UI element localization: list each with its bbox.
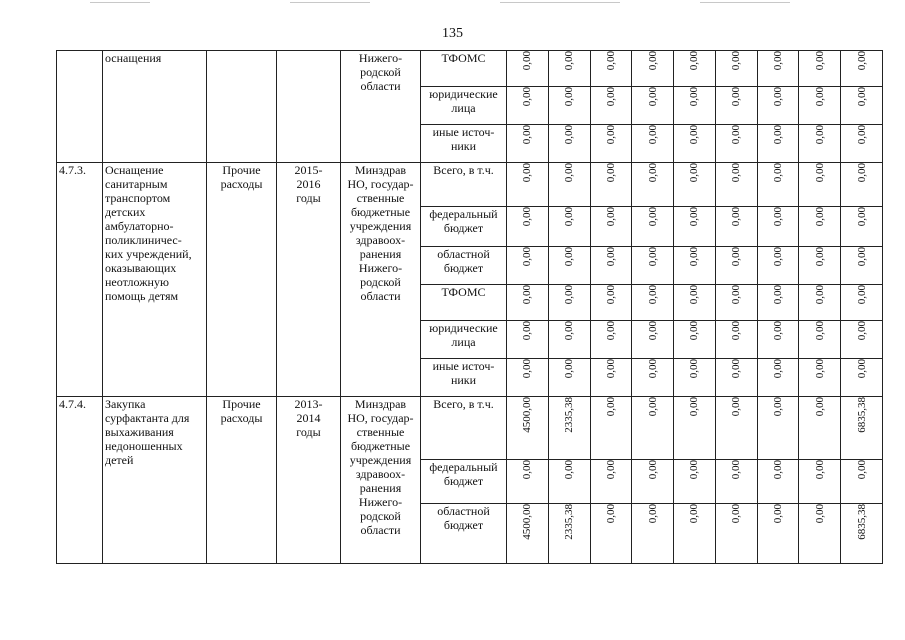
- amount-cell: [507, 285, 549, 321]
- amount-cell: [799, 207, 841, 247]
- amount-value: 0,00: [813, 247, 826, 267]
- amount-value: 0,00: [771, 460, 784, 480]
- amount-cell: [590, 321, 632, 359]
- amount-cell: [799, 504, 841, 564]
- amount-cell: [548, 321, 590, 359]
- amount-value: 0,00: [771, 504, 784, 524]
- amount-value: 0,00: [730, 397, 743, 417]
- amount-cell: [507, 321, 549, 359]
- amount-value: 0,00: [604, 207, 617, 227]
- amount-value: 0,00: [604, 285, 617, 305]
- amount-value: 0,00: [688, 51, 701, 71]
- amount-cell: [799, 397, 841, 460]
- amount-cell: [674, 359, 716, 397]
- amount-value: 2335,38: [563, 397, 576, 433]
- amount-value: 0,00: [563, 285, 576, 305]
- amount-value: 0,00: [771, 397, 784, 417]
- amount-cell: [715, 207, 757, 247]
- amount-cell: [507, 51, 549, 87]
- amount-value: 0,00: [604, 397, 617, 417]
- amount-cell: [548, 460, 590, 504]
- amount-value: 0,00: [813, 359, 826, 379]
- amount-cell: [715, 125, 757, 163]
- amount-value: 0,00: [563, 247, 576, 267]
- amount-cell: [674, 285, 716, 321]
- amount-value: 0,00: [646, 397, 659, 417]
- amount-cell: [715, 285, 757, 321]
- amount-cell: [757, 460, 799, 504]
- amount-cell: [757, 125, 799, 163]
- amount-value: 0,00: [855, 125, 868, 145]
- amount-cell: [632, 87, 674, 125]
- amount-cell: [715, 51, 757, 87]
- amount-cell: [715, 460, 757, 504]
- amount-value: 0,00: [563, 163, 576, 183]
- amount-value: 2335,38: [563, 504, 576, 540]
- amount-cell: [548, 125, 590, 163]
- amount-value: 0,00: [688, 87, 701, 107]
- amount-cell: [674, 163, 716, 207]
- amount-value: 0,00: [604, 460, 617, 480]
- amount-cell: [674, 247, 716, 285]
- amount-cell: [757, 87, 799, 125]
- amount-value: 0,00: [855, 359, 868, 379]
- amount-cell: [715, 87, 757, 125]
- amount-value: 0,00: [855, 247, 868, 267]
- amount-value: 0,00: [646, 359, 659, 379]
- executor-cell: Минздрав НО, государ- ственные бюджетные учреждения здравоох- ранения Нижего- родской области: [341, 163, 421, 397]
- amount-value: 0,00: [730, 51, 743, 71]
- amount-value: 0,00: [521, 247, 534, 267]
- amount-cell: [590, 285, 632, 321]
- amount-cell: [841, 460, 883, 504]
- amount-value: 0,00: [646, 460, 659, 480]
- amount-cell: [507, 359, 549, 397]
- amount-value: 6835,38: [855, 397, 868, 433]
- amount-cell: [632, 504, 674, 564]
- amount-value: 0,00: [688, 321, 701, 341]
- amount-cell: [590, 163, 632, 207]
- executor-cell: Минздрав НО, государ- ственные бюджетные учреждения здравоох- ранения Нижего- родской области: [341, 397, 421, 564]
- amount-value: 0,00: [521, 125, 534, 145]
- amount-cell: [674, 397, 716, 460]
- amount-value: 0,00: [813, 207, 826, 227]
- amount-cell: [715, 504, 757, 564]
- funding-source-cell: областной бюджет: [421, 247, 507, 285]
- amount-value: 0,00: [521, 51, 534, 71]
- amount-cell: [632, 163, 674, 207]
- table-row: [57, 51, 883, 87]
- amount-cell: [590, 359, 632, 397]
- amount-value: 4500,00: [521, 504, 534, 540]
- amount-cell: [590, 504, 632, 564]
- amount-value: 0,00: [688, 397, 701, 417]
- expense-type-cell: [207, 51, 277, 163]
- amount-value: 4500,00: [521, 397, 534, 433]
- table-row: [57, 163, 883, 207]
- amount-value: 0,00: [563, 359, 576, 379]
- amount-cell: [841, 163, 883, 207]
- amount-value: 0,00: [813, 163, 826, 183]
- years-cell: 2013- 2014 годы: [277, 397, 341, 564]
- amount-value: 0,00: [855, 87, 868, 107]
- amount-cell: [757, 285, 799, 321]
- expense-type-cell: Прочие расходы: [207, 163, 277, 397]
- amount-value: 0,00: [604, 87, 617, 107]
- amount-value: 0,00: [813, 504, 826, 524]
- funding-source-cell: иные источ- ники: [421, 125, 507, 163]
- amount-cell: [841, 504, 883, 564]
- amount-cell: [841, 321, 883, 359]
- amount-cell: [715, 321, 757, 359]
- amount-value: 0,00: [813, 51, 826, 71]
- funding-source-cell: юридические лица: [421, 321, 507, 359]
- amount-value: 0,00: [563, 87, 576, 107]
- amount-cell: [674, 87, 716, 125]
- item-number-cell: 4.7.3.: [57, 163, 103, 397]
- amount-value: 0,00: [563, 51, 576, 71]
- amount-value: 0,00: [688, 163, 701, 183]
- executor-cell: Нижего- родской области: [341, 51, 421, 163]
- amount-cell: [632, 397, 674, 460]
- amount-cell: [757, 321, 799, 359]
- amount-value: 0,00: [730, 359, 743, 379]
- years-cell: [277, 51, 341, 163]
- amount-value: 0,00: [563, 460, 576, 480]
- amount-cell: [799, 460, 841, 504]
- amount-cell: [674, 207, 716, 247]
- item-number-cell: [57, 51, 103, 163]
- amount-cell: [507, 247, 549, 285]
- amount-value: 0,00: [730, 285, 743, 305]
- amount-cell: [715, 163, 757, 207]
- funding-source-cell: ТФОМС: [421, 51, 507, 87]
- amount-value: 0,00: [604, 359, 617, 379]
- amount-value: 0,00: [730, 460, 743, 480]
- funding-source-cell: Всего, в т.ч.: [421, 163, 507, 207]
- amount-cell: [632, 359, 674, 397]
- amount-value: 0,00: [771, 247, 784, 267]
- amount-cell: [799, 125, 841, 163]
- amount-cell: [632, 460, 674, 504]
- scan-artifact-line: [90, 2, 150, 3]
- amount-value: 0,00: [521, 207, 534, 227]
- amount-cell: [799, 247, 841, 285]
- amount-cell: [632, 125, 674, 163]
- amount-value: 0,00: [646, 207, 659, 227]
- amount-value: 0,00: [771, 359, 784, 379]
- amount-value: 0,00: [688, 125, 701, 145]
- amount-cell: [799, 87, 841, 125]
- amount-cell: [548, 504, 590, 564]
- amount-cell: [507, 87, 549, 125]
- amount-value: 0,00: [730, 87, 743, 107]
- amount-cell: [590, 207, 632, 247]
- amount-value: 0,00: [563, 125, 576, 145]
- amount-cell: [590, 460, 632, 504]
- amount-cell: [590, 397, 632, 460]
- amount-value: 0,00: [563, 207, 576, 227]
- scan-artifact-line: [290, 2, 370, 3]
- amount-cell: [507, 460, 549, 504]
- amount-value: 0,00: [771, 125, 784, 145]
- amount-cell: [590, 247, 632, 285]
- funding-source-cell: областной бюджет: [421, 504, 507, 564]
- amount-value: 0,00: [813, 460, 826, 480]
- amount-cell: [507, 397, 549, 460]
- amount-value: 6835,38: [855, 504, 868, 540]
- amount-cell: [632, 51, 674, 87]
- amount-value: 0,00: [646, 51, 659, 71]
- scan-artifact-line: [700, 2, 790, 3]
- amount-value: 0,00: [813, 321, 826, 341]
- amount-value: 0,00: [646, 504, 659, 524]
- amount-cell: [841, 125, 883, 163]
- amount-cell: [590, 51, 632, 87]
- amount-value: 0,00: [688, 504, 701, 524]
- funding-source-cell: иные источ- ники: [421, 359, 507, 397]
- amount-value: 0,00: [688, 247, 701, 267]
- amount-value: 0,00: [730, 207, 743, 227]
- amount-cell: [674, 460, 716, 504]
- amount-value: 0,00: [646, 285, 659, 305]
- amount-value: 0,00: [813, 87, 826, 107]
- amount-cell: [632, 285, 674, 321]
- amount-cell: [548, 359, 590, 397]
- amount-value: 0,00: [521, 359, 534, 379]
- amount-cell: [548, 207, 590, 247]
- amount-cell: [507, 125, 549, 163]
- amount-value: 0,00: [730, 504, 743, 524]
- amount-value: 0,00: [646, 87, 659, 107]
- expense-type-cell: Прочие расходы: [207, 397, 277, 564]
- amount-cell: [799, 51, 841, 87]
- amount-value: 0,00: [521, 321, 534, 341]
- amount-value: 0,00: [604, 51, 617, 71]
- scan-artifact-line: [500, 2, 620, 3]
- amount-cell: [674, 51, 716, 87]
- amount-value: 0,00: [563, 321, 576, 341]
- item-name-cell: оснащения: [103, 51, 207, 163]
- funding-table: [56, 50, 883, 564]
- amount-value: 0,00: [813, 285, 826, 305]
- amount-value: 0,00: [646, 163, 659, 183]
- amount-cell: [548, 163, 590, 207]
- amount-value: 0,00: [521, 87, 534, 107]
- amount-cell: [757, 397, 799, 460]
- amount-value: 0,00: [771, 87, 784, 107]
- table-row: [57, 397, 883, 460]
- amount-cell: [757, 163, 799, 207]
- amount-value: 0,00: [688, 359, 701, 379]
- amount-value: 0,00: [855, 460, 868, 480]
- amount-cell: [507, 207, 549, 247]
- amount-value: 0,00: [855, 207, 868, 227]
- amount-value: 0,00: [771, 285, 784, 305]
- amount-value: 0,00: [771, 51, 784, 71]
- amount-value: 0,00: [730, 125, 743, 145]
- amount-cell: [674, 504, 716, 564]
- amount-value: 0,00: [604, 125, 617, 145]
- amount-cell: [715, 359, 757, 397]
- amount-cell: [507, 163, 549, 207]
- amount-value: 0,00: [813, 125, 826, 145]
- funding-source-cell: юридические лица: [421, 87, 507, 125]
- funding-source-cell: федеральный бюджет: [421, 460, 507, 504]
- amount-value: 0,00: [521, 460, 534, 480]
- amount-cell: [757, 247, 799, 285]
- amount-value: 0,00: [730, 247, 743, 267]
- amount-cell: [799, 285, 841, 321]
- amount-value: 0,00: [646, 247, 659, 267]
- amount-cell: [841, 285, 883, 321]
- amount-cell: [548, 285, 590, 321]
- years-cell: 2015- 2016 годы: [277, 163, 341, 397]
- amount-cell: [757, 359, 799, 397]
- amount-cell: [841, 87, 883, 125]
- amount-cell: [841, 207, 883, 247]
- amount-cell: [841, 51, 883, 87]
- amount-value: 0,00: [604, 247, 617, 267]
- amount-value: 0,00: [646, 125, 659, 145]
- amount-cell: [674, 125, 716, 163]
- item-name-cell: Оснащение санитарным транспортом детских амбулаторно- поликлиничес- ких учреждений, оказывающих неотложную помощь детям: [103, 163, 207, 397]
- amount-value: 0,00: [730, 163, 743, 183]
- amount-value: 0,00: [771, 207, 784, 227]
- amount-cell: [757, 51, 799, 87]
- amount-cell: [507, 504, 549, 564]
- amount-cell: [841, 397, 883, 460]
- amount-cell: [548, 247, 590, 285]
- amount-cell: [841, 247, 883, 285]
- amount-cell: [548, 397, 590, 460]
- amount-cell: [715, 397, 757, 460]
- amount-value: 0,00: [604, 163, 617, 183]
- amount-cell: [632, 207, 674, 247]
- amount-value: 0,00: [771, 163, 784, 183]
- amount-value: 0,00: [855, 51, 868, 71]
- item-name-cell: Закупка сурфактанта для выхаживания недоношенных детей: [103, 397, 207, 564]
- page-number: 135: [442, 26, 463, 41]
- amount-value: 0,00: [521, 285, 534, 305]
- amount-cell: [799, 163, 841, 207]
- amount-cell: [715, 247, 757, 285]
- amount-cell: [799, 359, 841, 397]
- funding-source-cell: Всего, в т.ч.: [421, 397, 507, 460]
- amount-value: 0,00: [855, 163, 868, 183]
- amount-cell: [841, 359, 883, 397]
- amount-value: 0,00: [688, 285, 701, 305]
- funding-source-cell: федеральный бюджет: [421, 207, 507, 247]
- amount-value: 0,00: [855, 321, 868, 341]
- item-number-cell: 4.7.4.: [57, 397, 103, 564]
- amount-value: 0,00: [646, 321, 659, 341]
- amount-cell: [590, 125, 632, 163]
- amount-cell: [799, 321, 841, 359]
- amount-cell: [632, 247, 674, 285]
- amount-cell: [757, 504, 799, 564]
- funding-source-cell: ТФОМС: [421, 285, 507, 321]
- amount-value: 0,00: [855, 285, 868, 305]
- amount-value: 0,00: [813, 397, 826, 417]
- amount-value: 0,00: [688, 460, 701, 480]
- amount-cell: [548, 51, 590, 87]
- amount-cell: [674, 321, 716, 359]
- amount-cell: [757, 207, 799, 247]
- amount-value: 0,00: [604, 504, 617, 524]
- amount-value: 0,00: [688, 207, 701, 227]
- amount-value: 0,00: [771, 321, 784, 341]
- amount-cell: [548, 87, 590, 125]
- amount-value: 0,00: [521, 163, 534, 183]
- amount-value: 0,00: [730, 321, 743, 341]
- amount-cell: [590, 87, 632, 125]
- amount-cell: [632, 321, 674, 359]
- amount-value: 0,00: [604, 321, 617, 341]
